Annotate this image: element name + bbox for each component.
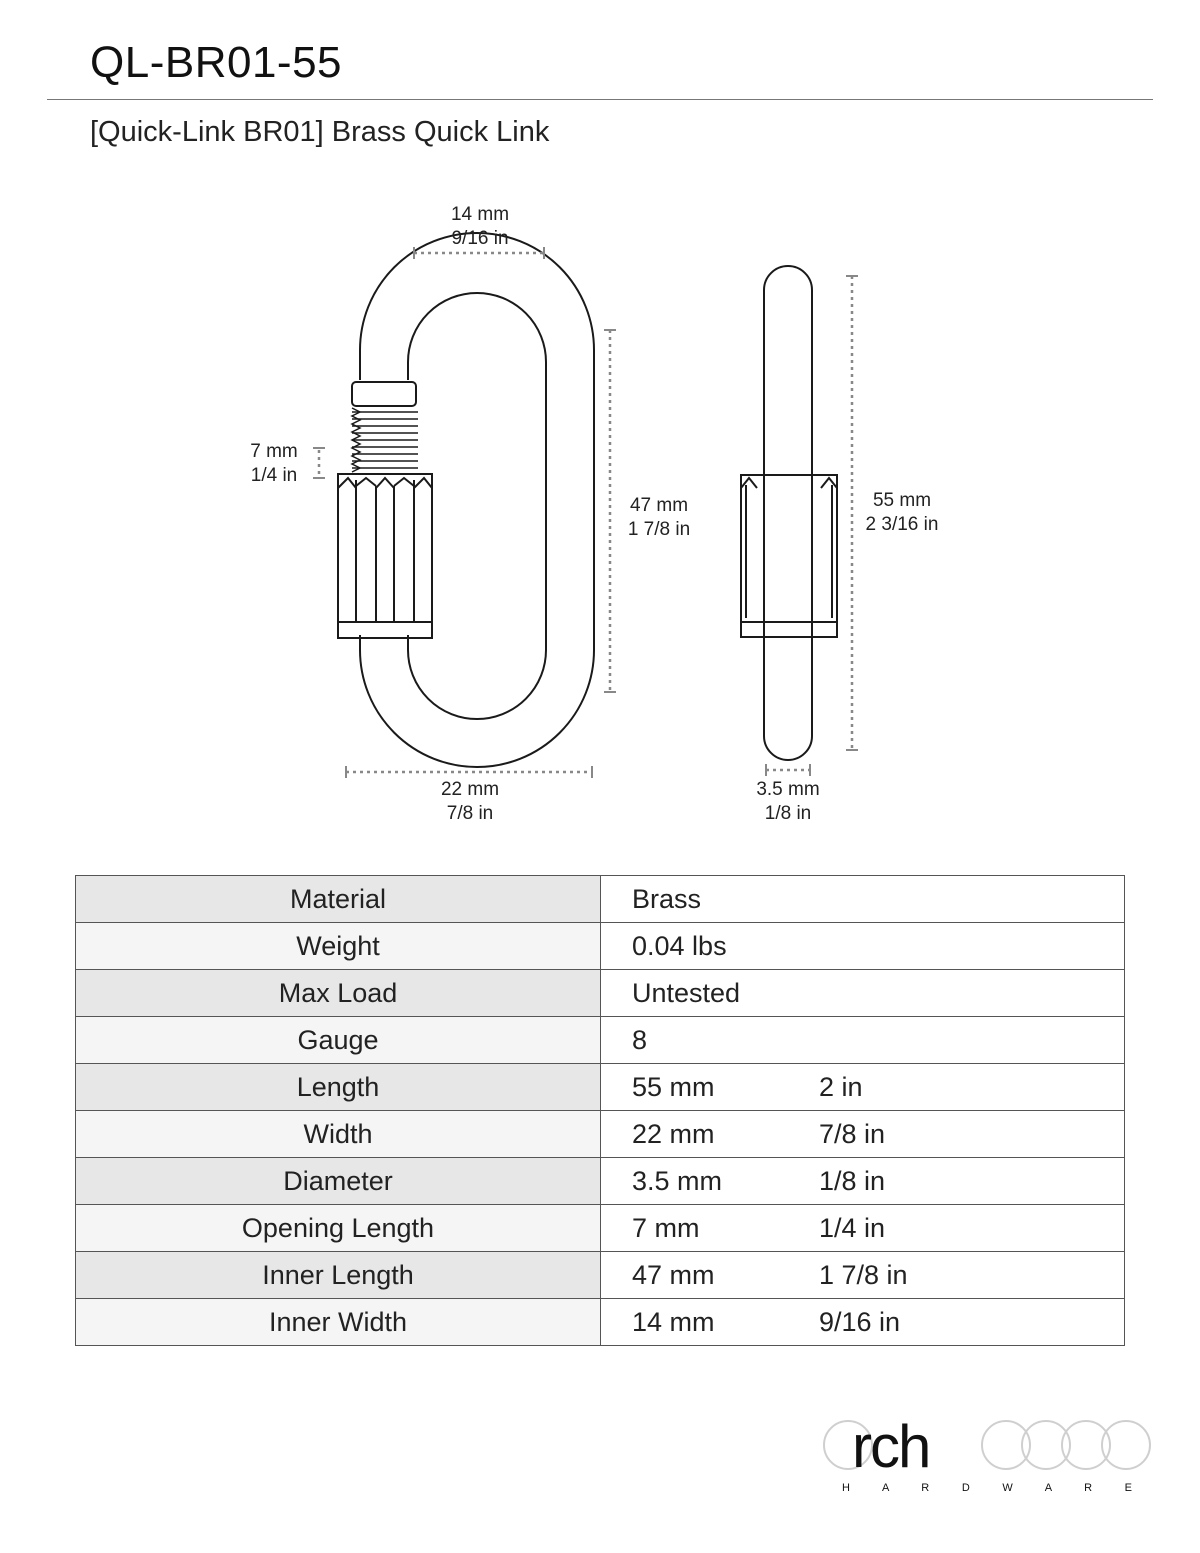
length-mm-label: 55 mm	[872, 490, 932, 511]
spec-value-imperial: 1/4 in	[819, 1212, 886, 1243]
spec-value: Untested	[632, 977, 741, 1008]
title-divider	[47, 99, 1153, 100]
opening-in-label: 1/4 in	[250, 465, 298, 486]
length-in-label: 2 3/16 in	[865, 514, 939, 535]
spec-value: 47 mm	[632, 1259, 715, 1290]
spec-row	[76, 923, 1125, 970]
spec-label: Diameter	[76, 1158, 601, 1205]
spec-label: Max Load	[76, 970, 601, 1017]
spec-value-imperial: 2 in	[819, 1071, 863, 1102]
opening-mm-label: 7 mm	[250, 441, 298, 462]
spec-value-imperial: 9/16 in	[819, 1306, 901, 1337]
hex-nut-side	[741, 475, 837, 637]
spec-value: Brass	[632, 883, 702, 914]
thread-lines	[352, 408, 418, 472]
spec-label: Opening Length	[76, 1205, 601, 1252]
page-title: QL-BR01-55	[90, 38, 343, 87]
spec-value-cell	[601, 1017, 1125, 1064]
spec-row	[76, 1017, 1125, 1064]
width-mm-label: 22 mm	[440, 779, 500, 800]
logo-wordmark: rch	[852, 1415, 930, 1480]
spec-label: Length	[76, 1064, 601, 1111]
inner-width-mm-label: 14 mm	[450, 204, 510, 225]
spec-row	[76, 970, 1125, 1017]
page-subtitle: [Quick-Link BR01] Brass Quick Link	[90, 116, 550, 148]
spec-label: Inner Width	[76, 1299, 601, 1346]
spec-value-cell	[601, 1158, 1125, 1205]
spec-label: Inner Length	[76, 1252, 601, 1299]
hex-nut-front	[338, 474, 432, 638]
spec-value-cell	[601, 923, 1125, 970]
spec-label: Width	[76, 1111, 601, 1158]
spec-value-cell	[601, 1064, 1125, 1111]
spec-value: 0.04 lbs	[632, 930, 727, 961]
spec-row	[76, 1205, 1125, 1252]
link-side-outline	[764, 266, 812, 760]
spec-value-imperial: 1/8 in	[819, 1165, 886, 1196]
inner-length-mm-label: 47 mm	[629, 495, 689, 516]
spec-value-cell	[601, 1205, 1125, 1252]
spec-row	[76, 1158, 1125, 1205]
spec-value-cell	[601, 1111, 1125, 1158]
spec-value: 14 mm	[632, 1306, 715, 1337]
spec-value-cell	[601, 1299, 1125, 1346]
spec-row	[76, 1252, 1125, 1299]
spec-value-cell	[601, 876, 1125, 923]
spec-row	[76, 1064, 1125, 1111]
spec-value-cell	[601, 970, 1125, 1017]
width-in-label: 7/8 in	[446, 803, 494, 824]
thread-collar	[352, 382, 416, 406]
spec-label: Material	[76, 876, 601, 923]
diameter-mm-label: 3.5 mm	[756, 779, 820, 800]
spec-value-cell	[601, 1252, 1125, 1299]
spec-table	[75, 875, 1125, 1346]
spec-value: 22 mm	[632, 1118, 715, 1149]
spec-row	[76, 876, 1125, 923]
spec-label: Weight	[76, 923, 601, 970]
spec-value: 55 mm	[632, 1071, 715, 1102]
spec-row	[76, 1299, 1125, 1346]
logo-subtext: H A R D W A R E	[842, 1482, 1132, 1494]
spec-value-imperial: 1 7/8 in	[819, 1259, 908, 1290]
link-inner-outline	[408, 293, 546, 719]
inner-width-in-label: 9/16 in	[451, 228, 509, 249]
spec-label: Gauge	[76, 1017, 601, 1064]
inner-length-in-label: 1 7/8 in	[627, 519, 691, 540]
spec-value-imperial: 7/8 in	[819, 1118, 886, 1149]
spec-row	[76, 1111, 1125, 1158]
spec-value: 7 mm	[632, 1212, 700, 1243]
diameter-in-label: 1/8 in	[764, 803, 812, 824]
spec-value: 8	[632, 1024, 648, 1055]
spec-value: 3.5 mm	[632, 1165, 723, 1196]
link-outer-outline	[360, 233, 594, 767]
brand-logo	[818, 1415, 1158, 1495]
technical-drawing	[0, 190, 1200, 840]
